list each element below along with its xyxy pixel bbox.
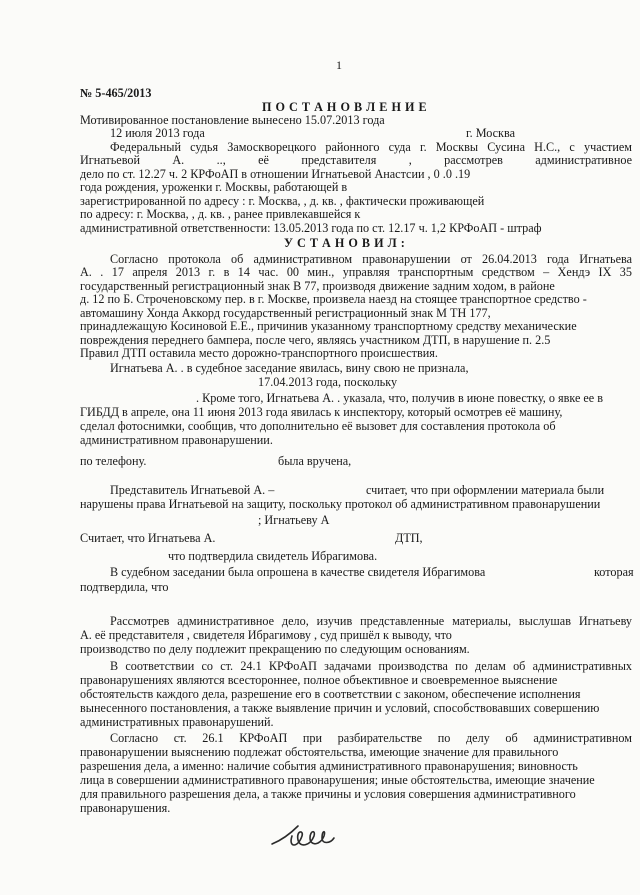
body1-line-8: Правил ДТП оставила место дорожно-транспортного происшествия. bbox=[80, 346, 438, 360]
established-heading: У С Т А Н О В И Л : bbox=[284, 236, 406, 250]
signature bbox=[268, 818, 348, 852]
document-title: П О С Т А Н О В Л Е Н И Е bbox=[262, 100, 428, 114]
body1-line-7: повреждения переднего бампера, после чего, являясь участником ДТП, в нарушение п. 2.5 bbox=[80, 333, 551, 347]
body4-line-13: для правильного разрешения дела, а также причины и условия совершения административного bbox=[80, 787, 576, 801]
body4-line-14: правонарушения. bbox=[80, 801, 171, 815]
body3-line-4: ; Игнатьеву А bbox=[258, 513, 330, 527]
body4-line-6: обстоятельств каждого дела, разрешение его в соответствии с законом, обеспечение исполнения bbox=[80, 687, 581, 701]
body4-line-2: А. её представителя , свидетеля Ибрагимову , суд пришёл к выводу, что bbox=[80, 628, 452, 642]
body4-line-12: лица в совершении административного правонарушения; иные обстоятельства, имеющие значение bbox=[80, 773, 595, 787]
body3-line-5: Считает, что Игнатьева А. bbox=[80, 531, 216, 545]
document-subtitle: Мотивированное постановление вынесено 15.07.2013 года bbox=[80, 113, 385, 127]
body3-line-6: ДТП, bbox=[395, 531, 423, 545]
intro-line-6: по адресу: г. Москва, , д. кв. , ранее привлекавшейся к bbox=[80, 207, 361, 221]
body1-line-5: автомашину Хонда Аккорд государственный регистрационный знак М ТН 177, bbox=[80, 306, 491, 320]
body4-line-1: Рассмотрев административное дело, изучив представленные материалы, выслушав Игнатьеву bbox=[110, 614, 632, 628]
body4-line-9: Согласно ст. 26.1 КРФоАП при разбирательстве по делу об административном bbox=[110, 731, 632, 745]
body2-line-7: по телефону. bbox=[80, 454, 147, 468]
body3-line-2: считает, что при оформлении материала были bbox=[366, 483, 605, 497]
intro-line-7: административной ответственности: 13.05.2013 года по ст. 12.17 ч. 1,2 КРФоАП - штраф bbox=[80, 221, 542, 235]
body3-line-8: В судебном заседании была опрошена в качестве свидетеля Ибрагимова bbox=[110, 565, 486, 579]
body2-line-4: ГИБДД в апреле, она 11 июня 2013 года явилась к инспектору, который осмотрев её машину, bbox=[80, 405, 563, 419]
body4-line-5: правонарушениях являются всестороннее, полное объективное и своевременное выяснение bbox=[80, 673, 558, 687]
body3-line-1: Представитель Игнатьевой А. – bbox=[110, 483, 275, 497]
document-date: 12 июля 2013 года bbox=[110, 126, 205, 140]
body2-line-8: была вручена, bbox=[278, 454, 352, 468]
body2-line-1: Игнатьева А. . в судебное заседание явилась, вину свою не признала, bbox=[110, 361, 469, 375]
body2-line-3: . Кроме того, Игнатьева А. . указала, что, получив в июне повестку, о явке ее в bbox=[196, 391, 604, 405]
body4-line-11: разрешения дела, а именно: наличие события административного правонарушения; виновность bbox=[80, 759, 578, 773]
body2-line-5: сделал фотоснимки, сообщив, что дополнительно её вызовет для составления протокола об bbox=[80, 419, 556, 433]
intro-line-4: года рождения, уроженки г. Москвы, работающей в bbox=[80, 180, 348, 194]
body1-line-1: Согласно протокола об административном правонарушении от 26.04.2013 года Игнатьева bbox=[110, 252, 632, 266]
body4-line-3: производство по делу подлежит прекращению по следующим основаниям. bbox=[80, 642, 470, 656]
body2-line-6: административном правонарушении. bbox=[80, 433, 273, 447]
page-number: 1 bbox=[336, 58, 342, 72]
intro-line-1: Федеральный судья Замоскворецкого районного суда г. Москвы Сусина Н.С., с участием bbox=[110, 140, 632, 154]
body1-line-3: государственный регистрационный знак В 77, производя движение задним ходом, в районе bbox=[80, 279, 555, 293]
body3-line-10: подтвердила, что bbox=[80, 580, 169, 594]
document-city: г. Москва bbox=[466, 126, 515, 140]
intro-line-5: зарегистрированной по адресу : г. Москва, , д. кв. , фактически проживающей bbox=[80, 194, 485, 208]
intro-line-3: дело по ст. 12.27 ч. 2 КРФоАП в отношении Игнатьевой Анастсии , 0 .0 .19 bbox=[80, 167, 471, 181]
body2-line-2: 17.04.2013 года, поскольку bbox=[258, 375, 398, 389]
body4-line-10: правонарушении выяснению подлежат обстоятельства, имеющие значение для правильного bbox=[80, 745, 559, 759]
body4-line-8: административных правонарушений. bbox=[80, 715, 274, 729]
body4-line-4: В соответствии со ст. 24.1 КРФоАП задачами производства по делам об административных bbox=[110, 659, 632, 673]
case-number: № 5-465/2013 bbox=[80, 86, 152, 100]
body1-line-6: принадлежащую Косиновой Е.Е., причинив указанному транспортному средству механические bbox=[80, 319, 577, 333]
body3-line-9: которая bbox=[594, 565, 634, 579]
body4-line-7: вынесенного постановления, а также выявление причин и условий, способствовавших совершению bbox=[80, 701, 600, 715]
body3-line-3: нарушены права Игнатьевой на защиту, поскольку протокол об административном правонарушении bbox=[80, 497, 601, 511]
body3-line-7: что подтвердила свидетель Ибрагимова. bbox=[168, 549, 378, 563]
body1-line-4: д. 12 по Б. Строченовскому пер. в г. Москве, произвела наезд на стоящее транспортное средство - bbox=[80, 292, 587, 306]
intro-line-2: Игнатьевой А. .., её представителя , рассмотрев административное bbox=[80, 153, 632, 167]
body1-line-2: А. . 17 апреля 2013 г. в 14 час. 00 мин., управляя транспортным средством – Хендэ IX 35 bbox=[80, 265, 632, 279]
